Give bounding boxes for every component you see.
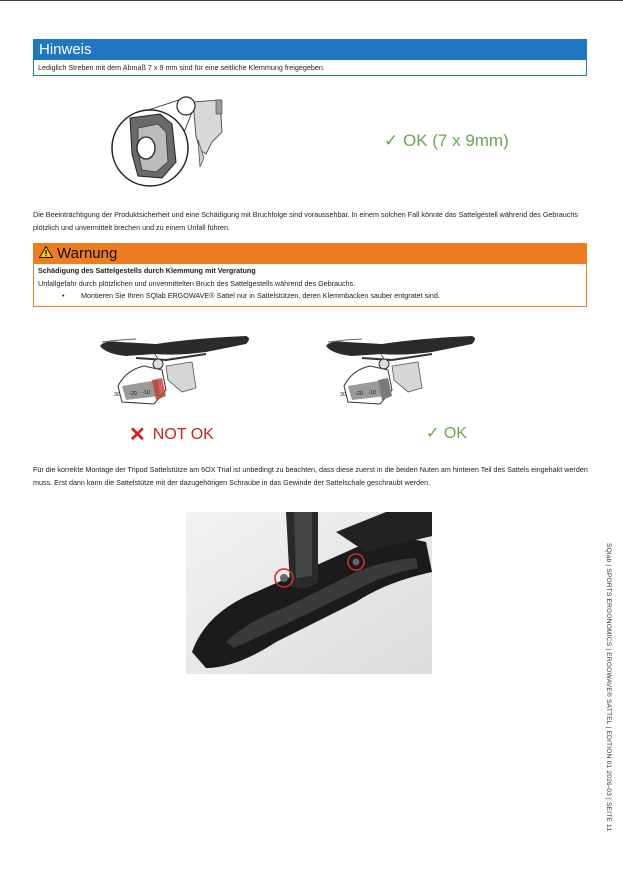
scale-label: -10 — [368, 390, 376, 396]
hinweis-box — [33, 39, 587, 76]
saddle-clamp-not-ok-figure — [96, 330, 254, 410]
hinweis-title: Hinweis — [34, 40, 586, 60]
hinweis-text: Lediglich Streben mit dem Abmaß 7 x 9 mm sind für eine seitliche Klemmung freigegeben. — [38, 63, 325, 72]
sidebar-footer-text: SQlab | SPORTS ERGONOMICS | ERGOWAVE® SATTEL | EDITION 01 2026-03 | SEITE 11 — [605, 543, 612, 832]
not-ok-label — [129, 422, 214, 447]
warnung-body — [34, 264, 586, 306]
ok-label: ✓ OK — [426, 425, 467, 442]
clamp-detail-figure — [108, 92, 253, 194]
warnung-title: Warnung — [57, 245, 118, 262]
warnung-bullet-text: Montieren Sie Ihren SQlab ERGOWAVE® Sattel nur in Sattelstützen, deren Klemmbacken sauber entgratet sind. — [81, 291, 440, 300]
warnung-text: Unfallgefahr durch plötzlichen und unvermittelten Bruch des Sattelgestells während des Gebrauchs. — [38, 278, 356, 288]
bullet-icon: • — [62, 291, 65, 300]
saddle-clamp-ok-figure — [322, 330, 480, 410]
saddle-underside-photo — [186, 512, 432, 674]
warnung-heading: Schädigung des Sattelgestells durch Klemmung mit Vergratung — [38, 266, 256, 275]
warnung-bullet-item — [38, 290, 582, 303]
page-top-rule — [0, 0, 623, 1]
warnung-box — [33, 243, 587, 307]
paragraph-tripod-mounting: Für die korrekte Montage der Tripod Sattelstütze am 6OX Trial ist unbedingt zu beachten, dass diese zuerst in die beiden Nuten am hinteren Teil des Sattels eingehakt werden muss. Erst dann kann die Sattelstütze mit der dazugehörigen Schraube in das Gewinde der Sattelschale geschraubt werden. — [33, 465, 588, 487]
warnung-header — [34, 244, 586, 264]
warning-triangle-icon — [39, 244, 53, 264]
not-ok-text: NOT OK — [152, 425, 214, 443]
scale-label: -20 — [129, 391, 137, 397]
scale-label: -20 — [355, 391, 363, 397]
cross-icon: ✕ — [129, 424, 146, 446]
scale-label: -10 — [142, 390, 150, 396]
scale-label: 30 — [114, 392, 121, 398]
paragraph-product-safety: Die Beeinträchtigung der Produktsicherheit und eine Schädigung mit Bruchfolge sind voraussehbar. In einem solchen Fall könnte das Sattelgestell während des Gebrauchs plötzlich und unvermittelt brechen und zu einem Unfall führen. — [33, 210, 578, 232]
scale-label: 30 — [340, 392, 347, 398]
ok-7x9-label: ✓ OK (7 x 9mm) — [384, 131, 509, 150]
